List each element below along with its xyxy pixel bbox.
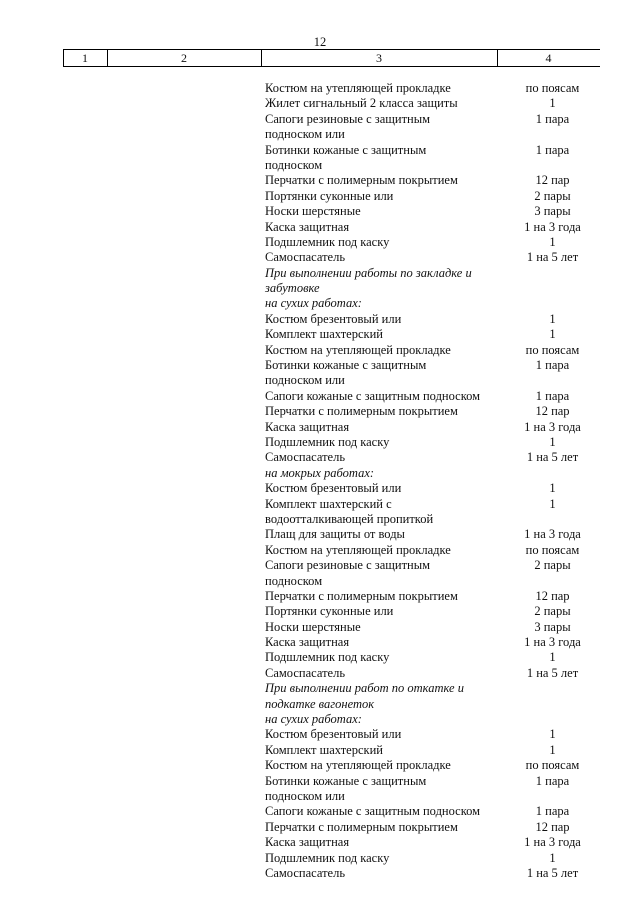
item-quantity: 1 пара [535, 111, 570, 126]
item-quantity: 12 пар [535, 819, 570, 834]
table-row [0, 712, 640, 727]
item-name: Сапоги кожаные с защитным подноском [265, 388, 481, 403]
header-col-2: 2 [181, 51, 187, 65]
table-row [0, 204, 640, 219]
table-row [0, 697, 640, 712]
item-name: Перчатки с полимерным покрытием [265, 173, 458, 188]
item-name: подноском [265, 573, 323, 588]
table-row [0, 127, 640, 142]
item-name: Подшлемник под каску [265, 650, 390, 665]
table-row [0, 312, 640, 327]
table-row [0, 189, 640, 204]
item-quantity: по поясам [525, 342, 580, 357]
table-row [0, 851, 640, 866]
table-row [0, 835, 640, 850]
item-quantity: 1 [549, 650, 556, 665]
table-row [0, 296, 640, 311]
item-quantity: 1 [549, 850, 556, 865]
item-name: Костюм на утепляющей прокладке [265, 542, 451, 557]
item-name: Подшлемник под каску [265, 234, 390, 249]
table-row [0, 358, 640, 373]
table-body [0, 81, 640, 881]
table-row [0, 866, 640, 881]
item-quantity: 1 пара [535, 142, 570, 157]
item-quantity: 1 пара [535, 773, 570, 788]
table-row [0, 574, 640, 589]
item-name: Ботинки кожаные с защитным [265, 358, 427, 373]
item-name: подноском [265, 157, 323, 172]
table-row [0, 435, 640, 450]
table-row [0, 497, 640, 512]
table-row [0, 743, 640, 758]
item-name: Костюм брезентовый или [265, 311, 402, 326]
table-row [0, 558, 640, 573]
table-row [0, 820, 640, 835]
item-quantity: 2 пары [534, 188, 571, 203]
table-row [0, 481, 640, 496]
table-row [0, 327, 640, 342]
item-name: Сапоги резиновые с защитным [265, 111, 431, 126]
table-row [0, 635, 640, 650]
item-name: Самоспасатель [265, 665, 346, 680]
item-quantity: 1 [549, 327, 556, 342]
item-name: Комплект шахтерский с [265, 496, 392, 511]
item-quantity: 1 на 5 лет [526, 450, 579, 465]
table-row [0, 604, 640, 619]
header-col-1: 1 [82, 51, 88, 65]
item-quantity: 1 [549, 481, 556, 496]
item-quantity: 2 пары [534, 558, 571, 573]
table-row [0, 220, 640, 235]
item-name: Костюм на утепляющей прокладке [265, 342, 451, 357]
table-row [0, 389, 640, 404]
item-quantity: 1 пара [535, 358, 570, 373]
item-name: на сухих работах: [265, 712, 362, 727]
item-name: Костюм на утепляющей прокладке [265, 81, 451, 95]
item-name: подноском или [265, 788, 345, 803]
item-name: Носки шерстяные [265, 619, 361, 634]
item-quantity: 1 пара [535, 804, 570, 819]
table-row [0, 281, 640, 296]
item-quantity: 12 пар [535, 173, 570, 188]
item-name: Плащ для защиты от воды [265, 527, 405, 542]
item-quantity: 2 пары [534, 604, 571, 619]
item-name: Перчатки с полимерным покрытием [265, 404, 458, 419]
table-row [0, 450, 640, 465]
item-quantity: 1 [549, 96, 556, 111]
item-quantity: 1 на 3 года [524, 419, 581, 434]
item-quantity: 1 [549, 727, 556, 742]
table-row [0, 789, 640, 804]
item-quantity: 1 на 5 лет [526, 865, 579, 880]
table-row [0, 804, 640, 819]
table-row [0, 343, 640, 358]
table-row [0, 527, 640, 542]
item-quantity: 1 на 5 лет [526, 250, 579, 265]
item-name: подкатке вагонеток [265, 696, 375, 711]
table-row [0, 266, 640, 281]
item-quantity: 1 на 3 года [524, 635, 581, 650]
item-quantity: 1 [549, 742, 556, 757]
item-quantity: 12 пар [535, 588, 570, 603]
item-quantity: 1 на 3 года [524, 219, 581, 234]
table-row [0, 96, 640, 111]
item-name: Костюм на утепляющей прокладке [265, 758, 451, 773]
item-quantity: 1 пара [535, 388, 570, 403]
item-name: Каска защитная [265, 219, 350, 234]
table-row [0, 681, 640, 696]
table-row [0, 466, 640, 481]
item-quantity: 3 пары [534, 619, 571, 634]
item-name: Перчатки с полимерным покрытием [265, 588, 458, 603]
header-col-3: 3 [376, 51, 382, 65]
item-quantity: 1 [549, 496, 556, 511]
table-row [0, 666, 640, 681]
item-name: Жилет сигнальный 2 класса защиты [265, 96, 458, 111]
item-quantity: по поясам [525, 542, 580, 557]
item-name: При выполнении работы по закладке и [265, 265, 472, 280]
item-name: Костюм брезентовый или [265, 727, 402, 742]
item-name: подноском или [265, 373, 345, 388]
page-number: 12 [313, 35, 327, 49]
table-row [0, 620, 640, 635]
table-row [0, 143, 640, 158]
table-row [0, 373, 640, 388]
item-name: Каска защитная [265, 635, 350, 650]
item-name: Сапоги кожаные с защитным подноском [265, 804, 481, 819]
header-col-4: 4 [545, 51, 552, 65]
item-name: Подшлемник под каску [265, 434, 390, 449]
item-name: забутовке [265, 281, 320, 296]
item-name: на мокрых работах: [265, 465, 375, 480]
item-name: Комплект шахтерский [265, 327, 383, 342]
table-row [0, 250, 640, 265]
table-row [0, 774, 640, 789]
item-quantity: 12 пар [535, 404, 570, 419]
item-name: Портянки суконные или [265, 188, 394, 203]
item-name: подноском или [265, 127, 345, 142]
table-row [0, 112, 640, 127]
table-row [0, 543, 640, 558]
table-row [0, 650, 640, 665]
table-row [0, 512, 640, 527]
item-quantity: 1 [549, 234, 556, 249]
item-name: на сухих работах: [265, 296, 362, 311]
item-name: Перчатки с полимерным покрытием [265, 819, 458, 834]
item-name: водоотталкивающей пропиткой [265, 511, 434, 526]
table-row [0, 589, 640, 604]
item-name: Ботинки кожаные с защитным [265, 142, 427, 157]
table-row [0, 173, 640, 188]
item-quantity: по поясам [525, 81, 580, 95]
item-name: Сапоги резиновые с защитным [265, 558, 431, 573]
item-name: Каска защитная [265, 419, 350, 434]
item-name: Самоспасатель [265, 865, 346, 880]
item-quantity: 1 на 5 лет [526, 665, 579, 680]
item-name: Комплект шахтерский [265, 742, 383, 757]
table-header-row [63, 49, 600, 67]
table-row [0, 158, 640, 173]
item-name: Портянки суконные или [265, 604, 394, 619]
item-quantity: 1 [549, 311, 556, 326]
item-name: Носки шерстяные [265, 204, 361, 219]
table-row [0, 727, 640, 742]
item-quantity: по поясам [525, 758, 580, 773]
table-row [0, 758, 640, 773]
item-name: Подшлемник под каску [265, 850, 390, 865]
item-name: Самоспасатель [265, 250, 346, 265]
item-quantity: 1 [549, 434, 556, 449]
table-row [0, 235, 640, 250]
item-name: Самоспасатель [265, 450, 346, 465]
item-name: При выполнении работ по откатке и [265, 681, 464, 696]
table-row [0, 420, 640, 435]
table-row [0, 404, 640, 419]
item-quantity: 1 на 3 года [524, 527, 581, 542]
item-name: Костюм брезентовый или [265, 481, 402, 496]
item-name: Каска защитная [265, 835, 350, 850]
item-quantity: 3 пары [534, 204, 571, 219]
item-quantity: 1 на 3 года [524, 835, 581, 850]
item-name: Ботинки кожаные с защитным [265, 773, 427, 788]
table-row [0, 81, 640, 96]
